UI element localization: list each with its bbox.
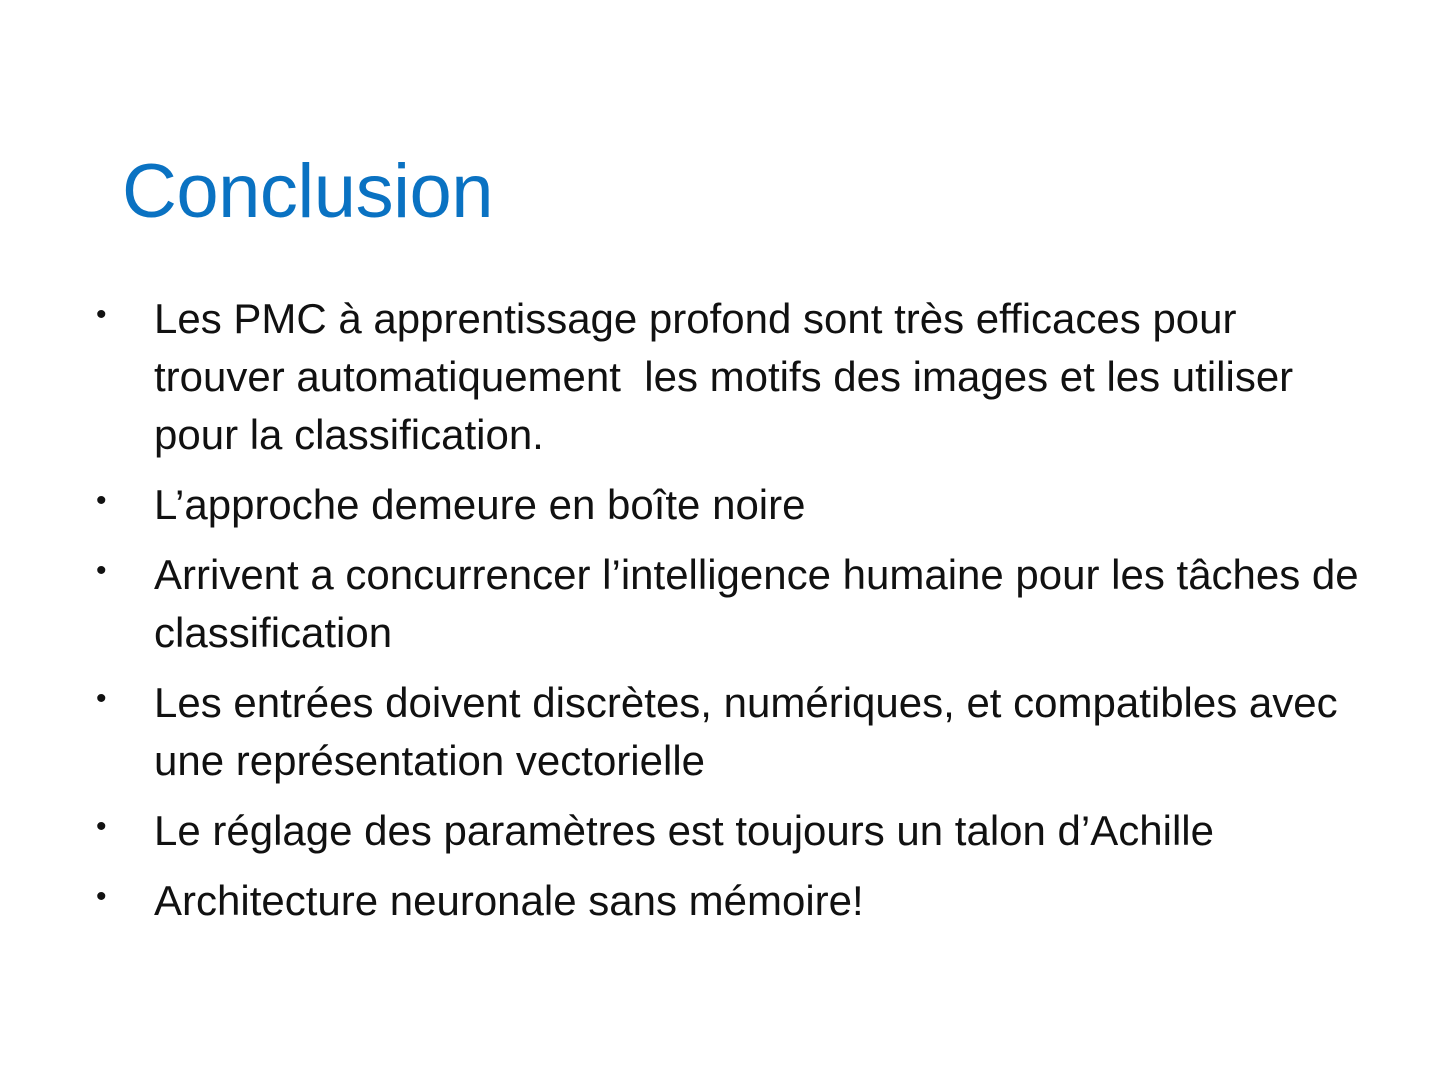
bullet-dot-icon: • [96, 298, 107, 331]
bullet-text: Le réglage des paramètres est toujours un talon d’Achille [154, 807, 1214, 854]
bullet-dot-icon: • [96, 554, 107, 587]
bullet-text: Architecture neuronale sans mémoire! [154, 877, 864, 924]
bullet-item [96, 872, 1366, 930]
bullet-dot-icon: • [96, 484, 107, 517]
bullet-dot-icon: • [96, 880, 107, 913]
bullet-text: Les entrées doivent discrètes, numériques, et compatibles avec une représentation vectorielle [154, 679, 1350, 784]
bullet-text: Arrivent a concurrencer l’intelligence humaine pour les tâches de classification [154, 551, 1371, 656]
slide-title: Conclusion [122, 149, 493, 234]
bullet-list [96, 290, 1371, 942]
bullet-item [96, 290, 1366, 464]
bullet-text: Les PMC à apprentissage profond sont très efficaces pour trouver automatiquement les motifs des images et les utiliser pour la classification. [154, 295, 1305, 458]
bullet-dot-icon: • [96, 682, 107, 715]
bullet-item [96, 674, 1366, 790]
bullet-text: L’approche demeure en boîte noire [154, 481, 806, 528]
bullet-dot-icon: • [96, 810, 107, 843]
bullet-item [96, 546, 1371, 662]
bullet-item [96, 476, 1366, 534]
bullet-item [96, 802, 1366, 860]
